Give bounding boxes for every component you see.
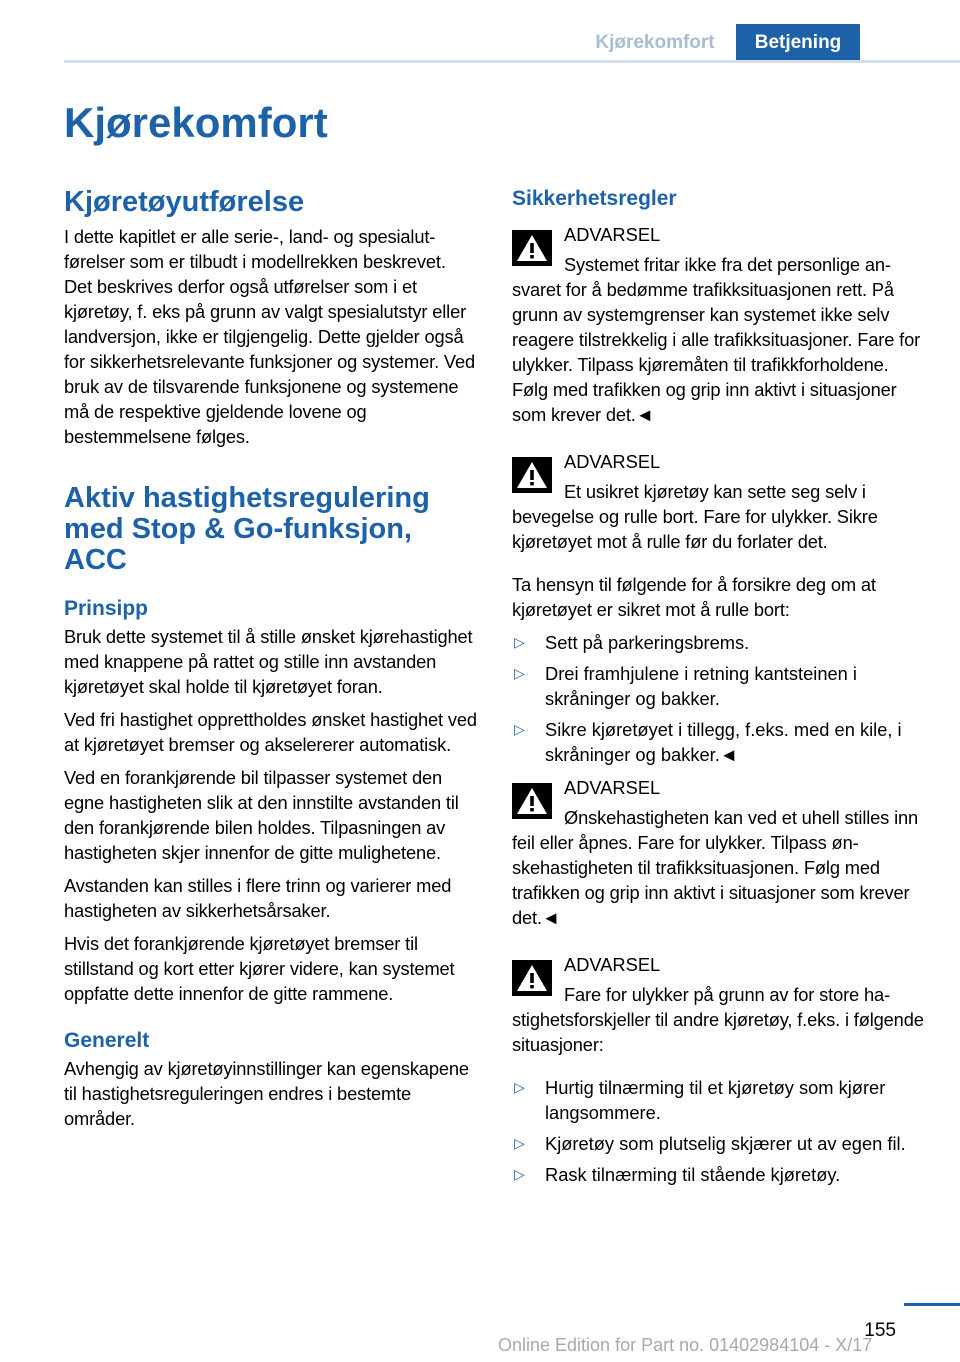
bullet-list-speed-differences [512, 1075, 928, 1187]
page-number: 155 [864, 1320, 896, 1341]
warning-triangle-icon [512, 960, 552, 996]
list-item-text: Sett på parkeringsbrems. [545, 632, 750, 653]
paragraph-generelt: Avhengig av kjøretøyinnstillinger kan egenskapene til hastighetsreguleringen endres i bestemte områder. [64, 1058, 469, 1129]
edition-footer: Online Edition for Part no. 01402984104 - X/17 [498, 1335, 873, 1355]
list-item-text: Sikre kjøretøyet i tillegg, f.eks. med en kile, i skråninger og bakker.◄ [545, 719, 902, 765]
paragraph-vehicle-equipment: I dette kapitlet er alle serie-, land- og spesialutførelser som er tilbudt i modellrekken beskrevet. Det beskrives derfor også utførelser som i et kjøretøy, f. eks på grunn av valgt spesialutstyr eller landversjon, ikke er tilgjengelig. Dette gjelder også for sikkerhetsrelevante funksjoner og systemer. Ved bruk av de tilsvarende funksjonene og systemene må de respektive gjeldende lovene og bestemmelsene følges. [64, 226, 475, 447]
paragraph-prinsipp-3: Ved en forankjørende bil tilpasser systemet den egne hastigheten slik at den innstilte avstanden til den forankjørende bilen holdes. Tilpasningen av hastigheten skjer innenfor de gitte mulighetene. [64, 767, 459, 863]
warning-block-2 [512, 449, 928, 562]
paragraph-roll-away-intro: Ta hensyn til følgende for å forsikre deg om at kjøretøyet er sikret mot å rulle bort: [512, 574, 876, 620]
warning-triangle-icon [512, 230, 552, 266]
warning-label: ADVARSEL [564, 451, 661, 472]
warning-triangle-icon [512, 783, 552, 819]
warning-label: ADVARSEL [564, 777, 661, 798]
paragraph-prinsipp-4: Avstanden kan stilles i flere trinn og varierer med hastigheten av sikkerhetsårsaker. [64, 875, 452, 921]
list-item-text: Drei framhjulene i retning kantsteinen i skråninger og bakker. [545, 663, 857, 709]
list-item [512, 630, 928, 655]
warning-text-4: Fare for ulykker på grunn av for store hastighetsforskjeller til andre kjøretøy, f.eks. i følgende situasjoner: [512, 984, 924, 1055]
triangle-bullet-icon: ▷ [514, 634, 525, 650]
warning-label: ADVARSEL [564, 224, 661, 245]
right-column [512, 186, 928, 1195]
triangle-bullet-icon: ▷ [514, 1079, 525, 1095]
header-tab-kjorekomfort[interactable]: Kjørekomfort [595, 32, 715, 53]
section-heading-acc: Aktiv hastighetsregulering med Stop & Go-funksjon, ACC [64, 482, 430, 576]
section-heading-kjoretoyutforelse: Kjøretøyutførelse [64, 186, 305, 218]
list-item-text: Rask tilnærming til stående kjøretøy. [545, 1164, 841, 1185]
page-title: Kjørekomfort [64, 99, 328, 146]
warning-block-3 [512, 775, 928, 938]
warning-label: ADVARSEL [564, 954, 661, 975]
list-item [512, 1131, 928, 1156]
warning-block-1 [512, 222, 928, 435]
header-rule [64, 60, 960, 63]
list-item [512, 717, 928, 767]
warning-triangle-icon [512, 457, 552, 493]
paragraph-prinsipp-1: Bruk dette systemet til å stille ønsket kjørehastighet med knappene på rattet og stille inn avstanden kjøretøyet skal holde til kjøretøyet foran. [64, 626, 473, 697]
subheading-generelt: Generelt [64, 1029, 150, 1052]
header-tab-betjening[interactable]: Betjening [736, 24, 860, 62]
list-item [512, 1162, 928, 1187]
list-item [512, 661, 928, 711]
warning-text-1: Systemet fritar ikke fra det personlige ansvaret for å bedømme trafikksituasjonen rett. På grunn av systemgrenser kan systemet ikke selv reagere tilstrekkelig i alle trafikksituasjoner. Fare for ulykker. Tilpass kjøremåten til trafikkforholdene. Følg med trafikken og grip inn aktivt i situasjoner som krever det.◄ [512, 254, 921, 425]
footer-rule [904, 1303, 960, 1306]
triangle-bullet-icon: ▷ [514, 1166, 525, 1182]
list-item-text: Hurtig tilnærming til et kjøretøy som kjører langsommere. [545, 1077, 886, 1123]
warning-text-3: Ønskehastigheten kan ved et uhell stilles inn feil eller åpnes. Fare for ulykker. Tilpass ønskehastigheten til trafikksituasjonen. Følg med trafikken og grip inn aktivt i situasjoner som krever det.◄ [512, 807, 919, 928]
triangle-bullet-icon: ▷ [514, 1135, 525, 1151]
subheading-sikkerhetsregler: Sikkerhetsregler [512, 187, 677, 210]
subheading-prinsipp: Prinsipp [64, 597, 149, 620]
triangle-bullet-icon: ▷ [514, 721, 525, 737]
bullet-list-roll-away [512, 630, 928, 767]
paragraph-prinsipp-2: Ved fri hastighet opprettholdes ønsket hastighet ved at kjøretøyet bremser og akselererer automatisk. [64, 709, 477, 755]
warning-block-4 [512, 952, 928, 1065]
list-item-text: Kjøretøy som plutselig skjærer ut av egen fil. [545, 1133, 906, 1154]
warning-text-2: Et usikret kjøretøy kan sette seg selv i bevegelse og rulle bort. Fare for ulykker. Sikre kjøretøyet mot å rulle før du forlater det. [512, 481, 878, 552]
paragraph-prinsipp-5: Hvis det forankjørende kjøretøyet bremser til stillstand og kort etter kjører videre, kan systemet oppfatte dette innenfor de gitte rammene. [64, 933, 455, 1004]
left-column [64, 186, 478, 1139]
triangle-bullet-icon: ▷ [514, 665, 525, 681]
list-item [512, 1075, 928, 1125]
